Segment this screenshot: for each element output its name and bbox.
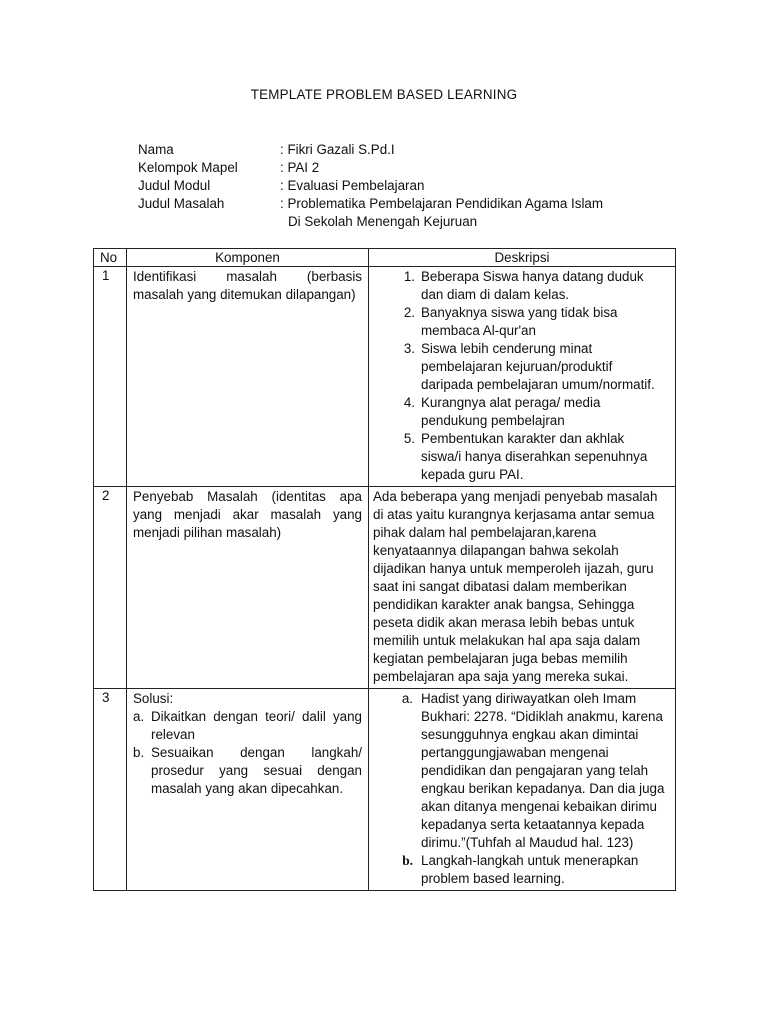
- row-komponen: Identifikasi masalah (berbasis masalah yang ditemukan dilapangan): [127, 267, 369, 487]
- meta-value-wrap: [280, 195, 658, 231]
- list-text: Pembentukan karakter dan akhlak siswa/i hanya diserahkan sepenuhnya kepada guru PAI.: [421, 431, 648, 482]
- meta-value-continued: Di Sekolah Menengah Kejuruan: [288, 214, 478, 229]
- table-row: [94, 689, 676, 891]
- list-item: [373, 430, 667, 484]
- row-komponen: [127, 689, 369, 891]
- list-marker: 3.: [403, 341, 415, 356]
- list-marker: 1.: [403, 269, 415, 284]
- list-marker: b.: [402, 853, 413, 868]
- list-text: Dikaitkan dengan teori/ dalil yang relevan: [151, 709, 362, 742]
- header-komponen: Komponen: [127, 249, 369, 267]
- list-marker: a.: [401, 691, 413, 706]
- meta-value: : Problematika Pembelajaran Pendidikan Agama Islam: [280, 196, 604, 211]
- list-item: [373, 394, 667, 430]
- table-header-row: [94, 249, 676, 267]
- meta-value: : Fikri Gazali S.Pd.I: [280, 142, 395, 157]
- solusi-title: Solusi:: [133, 691, 174, 706]
- list-item: [373, 268, 667, 304]
- list-marker: 4.: [403, 395, 415, 410]
- numbered-list: [373, 268, 667, 484]
- list-marker: 5.: [403, 431, 415, 446]
- meta-label: Judul Masalah: [138, 196, 225, 211]
- meta-value: : Evaluasi Pembelajaran: [280, 178, 425, 193]
- row-deskripsi: [369, 267, 676, 487]
- meta-label: Judul Modul: [138, 178, 211, 193]
- row-number: 2: [94, 487, 127, 689]
- list-item: [133, 744, 362, 798]
- list-marker: a.: [133, 709, 145, 724]
- list-item: [373, 304, 667, 340]
- document-metadata: [138, 141, 658, 231]
- header-deskripsi: Deskripsi: [369, 249, 676, 267]
- solusi-list: [133, 708, 362, 798]
- page-title: TEMPLATE PROBLEM BASED LEARNING: [250, 87, 518, 102]
- list-text: Beberapa Siswa hanya datang duduk dan diam di dalam kelas.: [421, 269, 644, 302]
- row-number: 3: [94, 689, 127, 891]
- list-text: Siswa lebih cenderung minat pembelajaran kejuruan/produktif daripada pembelajaran umum/normatif.: [421, 341, 655, 392]
- list-item: [133, 708, 362, 744]
- list-item: [373, 690, 667, 852]
- pbl-table: [93, 248, 676, 891]
- meta-row-judul-modul: [138, 177, 658, 195]
- meta-row-nama: [138, 141, 658, 159]
- list-item: [373, 852, 667, 888]
- list-text: Banyaknya siswa yang tidak bisa membaca Al-qur'an: [421, 305, 618, 338]
- list-marker: b.: [133, 745, 145, 760]
- deskripsi-list: [373, 690, 667, 888]
- meta-value: : PAI 2: [280, 160, 320, 175]
- row-deskripsi: Ada beberapa yang menjadi penyebab masalah di atas yaitu kurangnya kerjasama antar semua pihak dalam hal pembelajaran,karena kenyataannya dilapangan bahwa sekolah dijadikan hanya untuk memperoleh ijazah, guru saat ini sangat dibatasi dalam memberikan pendidikan karakter anak bangsa, Sehingga peseta didik akan merasa lebih bebas untuk memilih untuk melakukan hal apa saja dalam kegiatan pembelajaran juga bebas memilih pembelajaran apa saja yang mereka sukai.: [369, 487, 676, 689]
- row-number: 1: [94, 267, 127, 487]
- list-marker: 2.: [403, 305, 415, 320]
- table-row: [94, 267, 676, 487]
- meta-row-judul-masalah: [138, 195, 658, 231]
- list-text: Langkah-langkah untuk menerapkan problem based learning.: [421, 853, 639, 886]
- list-item: [373, 340, 667, 394]
- list-text: Sesuaikan dengan langkah/ prosedur yang sesuai dengan masalah yang akan dipecahkan.: [151, 745, 362, 796]
- header-no: No: [94, 249, 127, 267]
- table-row: [94, 487, 676, 689]
- meta-label: Kelompok Mapel: [138, 160, 238, 175]
- meta-label: Nama: [138, 142, 174, 157]
- list-text: Hadist yang diriwayatkan oleh Imam Bukhari: 2278. “Didiklah anakmu, karena sesungguhnya engkau akan dimintai pertanggungjawaban mengenai pendidikan dan pengajaran yang telah engkau berikan kepadanya. Dan dia juga akan ditanya mengenai kebaikan dirimu kepadanya serta ketaatannya kepada dirimu.”(Tuhfah al Maudud hal. 123): [421, 691, 665, 850]
- row-komponen: Penyebab Masalah (identitas apa yang menjadi akar masalah yang menjadi pilihan masalah): [127, 487, 369, 689]
- list-text: Kurangnya alat peraga/ media pendukung pembelajran: [421, 395, 601, 428]
- meta-row-kelompok-mapel: [138, 159, 658, 177]
- row-deskripsi: [369, 689, 676, 891]
